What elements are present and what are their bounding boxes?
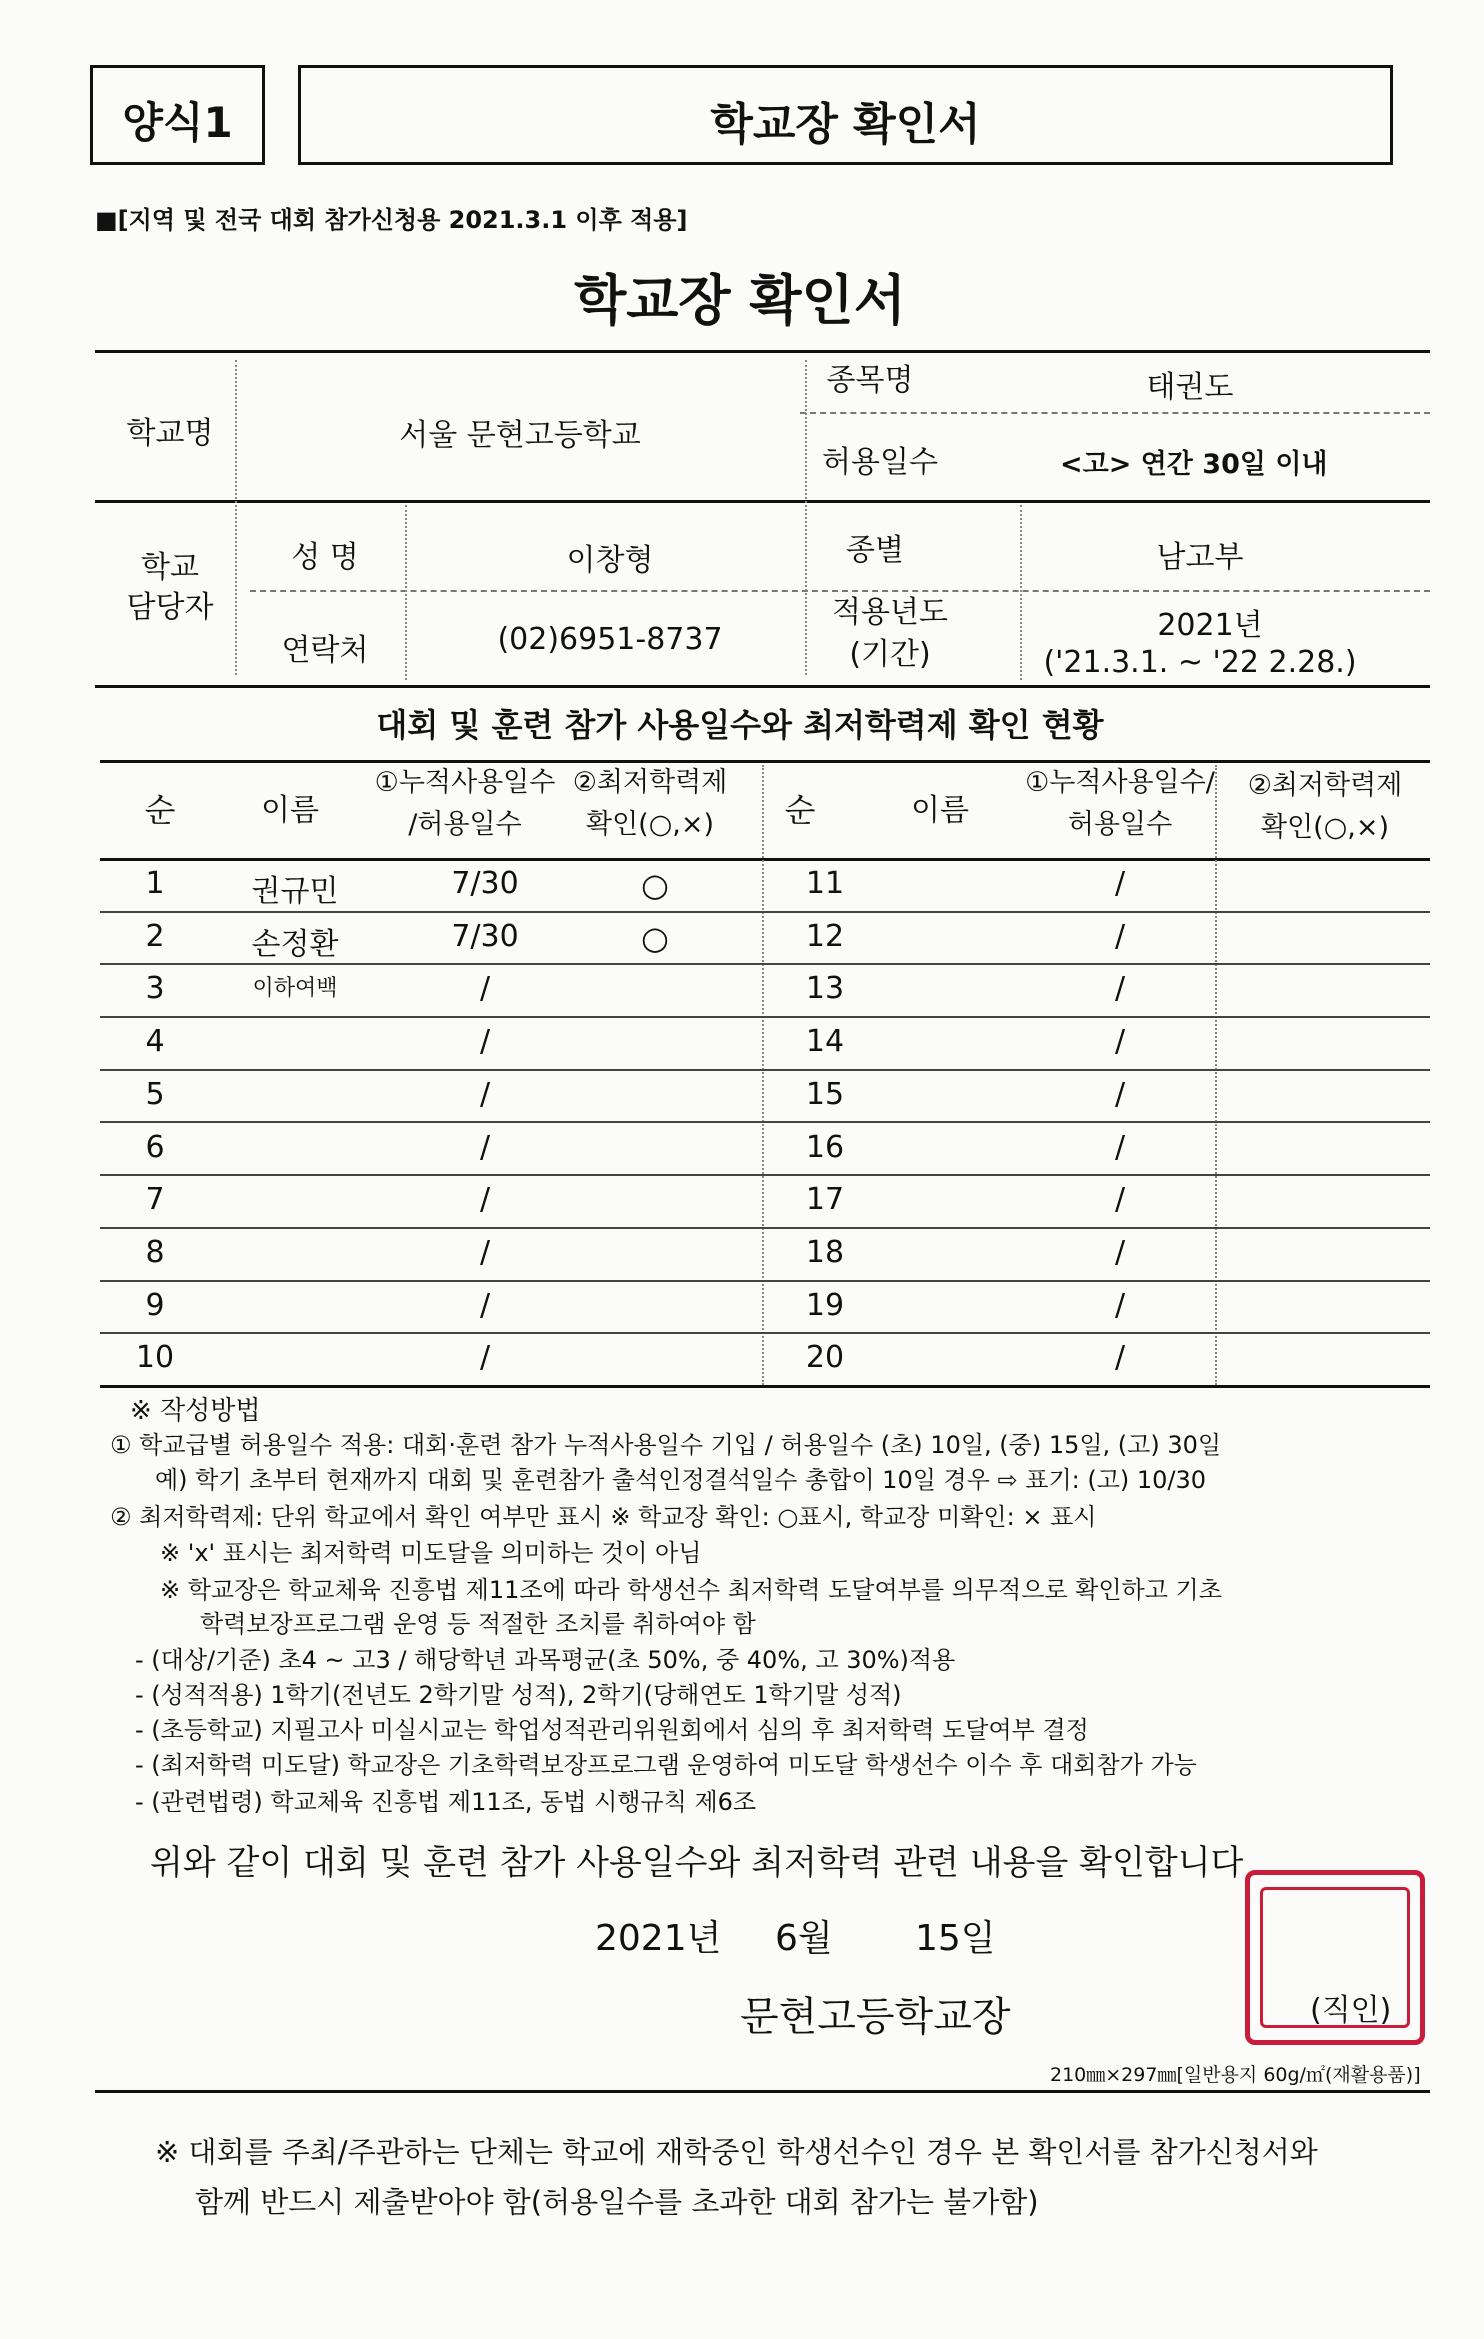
form-label-box: [90, 65, 265, 165]
row-no-right: 11: [805, 866, 845, 901]
row-no: 6: [145, 1129, 165, 1165]
note-line: 학력보장프로그램 운영 등 적절한 조치를 취하여야 함: [200, 1610, 756, 1638]
row-days: 7/30: [451, 866, 519, 901]
col-min-right: ②최저학력제 확인(○,×): [1247, 770, 1403, 843]
form-title-box: [298, 65, 1393, 165]
year-label: 적용년도 (기간): [832, 595, 948, 672]
row-days: /: [479, 971, 491, 1007]
period-value: ('21.3.1. ~ '22 2.28.): [1043, 645, 1357, 680]
row-days: /: [479, 1182, 491, 1218]
table-row: [100, 963, 1430, 1016]
division-label: 종별: [846, 533, 904, 568]
event-label: 종목명: [826, 363, 914, 398]
row-days-right: /: [1114, 866, 1126, 901]
note-line: ② 최저학력제: 단위 학교에서 확인 여부만 표시 ※ 학교장 확인: ○표시, 학교장 미확인: × 표시: [110, 1503, 1097, 1531]
seal-text: (직인): [1310, 1993, 1392, 2028]
row-no: 10: [135, 1340, 175, 1376]
notes-heading: ※ 작성방법: [130, 1396, 261, 1426]
row-no-right: 18: [805, 1234, 845, 1270]
row-no: 5: [145, 1076, 165, 1112]
row-no-right: 15: [805, 1076, 845, 1112]
date-day: 15일: [915, 1918, 996, 1959]
school-name-label: 학교명: [126, 416, 214, 451]
row-no: 3: [145, 971, 165, 1007]
col-no-right: 순: [784, 791, 816, 829]
table-row: [100, 1174, 1430, 1227]
note-line: 예) 학기 초부터 현재까지 대회 및 훈련참가 출석인정결석일수 총합이 10일 경우 ⇨ 표기: (고) 10/30: [155, 1466, 1207, 1494]
row-days: /: [479, 1129, 491, 1165]
note-line: - (대상/기준) 초4 ~ 고3 / 해당학년 과목평균(초 50%, 중 40%, 고 30%)적용: [135, 1646, 956, 1674]
row-no: 2: [145, 918, 165, 954]
form-label: 양식1: [122, 98, 233, 147]
note-line: - (초등학교) 지필고사 미실시교는 학업성적관리위원회에서 심의 후 최저학력 도달여부 결정: [135, 1716, 1089, 1744]
date-month: 6월: [775, 1918, 833, 1959]
row-days-right: /: [1114, 1076, 1126, 1112]
row-no: 1: [145, 866, 165, 901]
allowed-days-label: 허용일수: [822, 445, 938, 480]
row-days: /: [479, 1024, 491, 1060]
table-row: [100, 1122, 1430, 1175]
row-no: 7: [145, 1182, 165, 1218]
row-days-right: /: [1114, 971, 1126, 1007]
table-row: [100, 858, 1430, 911]
row-days-right: /: [1114, 1182, 1126, 1218]
row-name: 이하여백: [252, 976, 338, 1002]
table-row: [100, 1332, 1430, 1385]
table-row: [100, 1227, 1430, 1280]
manager-label: 학교 담당자: [126, 550, 214, 625]
name-value: 이창형: [566, 543, 654, 578]
note-line: ※ 'x' 표시는 최저학력 미도달을 의미하는 것이 아님: [160, 1539, 702, 1567]
official-seal: [1245, 1870, 1425, 2045]
name-label: 성 명: [291, 540, 359, 575]
row-days-right: /: [1114, 1024, 1126, 1060]
document-title: 학교장 확인서: [574, 269, 906, 332]
contact-value: (02)6951-8737: [497, 622, 723, 657]
row-days: /: [479, 1234, 491, 1270]
note-line: - (성적적용) 1학기(전년도 2학기말 성적), 2학기(당해연도 1학기말 성적): [135, 1681, 902, 1709]
row-no: 4: [145, 1024, 165, 1060]
event-value: 태권도: [1146, 370, 1234, 405]
row-no-right: 20: [805, 1340, 845, 1376]
row-days-right: /: [1114, 1340, 1126, 1376]
row-no-right: 12: [805, 918, 845, 954]
note-line: ※ 학교장은 학교체육 진흥법 제11조에 따라 학생선수 최저학력 도달여부를 의무적으로 확인하고 기초: [160, 1576, 1222, 1604]
note-line: ① 학교급별 허용일수 적용: 대회·훈련 참가 누적사용일수 기입 / 허용일수 (초) 10일, (중) 15일, (고) 30일: [110, 1431, 1222, 1459]
row-min-check: ○: [641, 918, 669, 957]
row-no-right: 17: [805, 1182, 845, 1218]
row-days: /: [479, 1076, 491, 1112]
division-value: 남고부: [1156, 540, 1244, 575]
note-line: - (최저학력 미도달) 학교장은 기초학력보장프로그램 운영하여 미도달 학생선수 이수 후 대회참가 가능: [135, 1751, 1197, 1779]
row-no-right: 16: [805, 1129, 845, 1165]
date-year: 2021년: [595, 1918, 722, 1959]
row-days: /: [479, 1340, 491, 1376]
col-days-right: ①누적사용일수/ 허용일수: [1025, 767, 1215, 840]
row-days-right: /: [1114, 1234, 1126, 1270]
allowed-days-value: <고> 연간 30일 이내: [1060, 449, 1328, 480]
row-days-right: /: [1114, 1287, 1126, 1323]
row-days-right: /: [1114, 918, 1126, 954]
row-name: 손정환: [251, 926, 339, 962]
row-no: 8: [145, 1234, 165, 1270]
col-no-left: 순: [144, 791, 176, 829]
row-name: 권규민: [251, 874, 339, 909]
note-line: - (관련법령) 학교체육 진흥법 제11조, 동법 시행규칙 제6조: [135, 1788, 757, 1816]
table-row: [100, 1016, 1430, 1069]
form-title: 학교장 확인서: [710, 99, 981, 150]
notice-top: ■[지역 및 전국 대회 참가신청용 2021.3.1 이후 적용]: [95, 206, 688, 234]
row-days: /: [479, 1287, 491, 1323]
school-name-value: 서울 문현고등학교: [399, 418, 641, 453]
year-value: 2021년: [1157, 608, 1263, 643]
table-row: [100, 911, 1430, 964]
status-title: 대회 및 훈련 참가 사용일수와 최저학력제 확인 현황: [376, 706, 1104, 744]
row-no-right: 13: [805, 971, 845, 1007]
table-row: [100, 1280, 1430, 1333]
col-days-left: ①누적사용일수 /허용일수: [374, 767, 556, 840]
confirm-text: 위와 같이 대회 및 훈련 참가 사용일수와 최저학력 관련 내용을 확인합니다: [150, 1843, 1244, 1883]
footer-line-2: 함께 반드시 제출받아야 함(허용일수를 초과한 대회 참가는 불가함): [195, 2185, 1039, 2219]
col-name-right: 이름: [911, 793, 969, 828]
row-min-check: ○: [641, 866, 669, 904]
signer: 문현고등학교장: [740, 1994, 1011, 2040]
col-name-left: 이름: [261, 793, 319, 828]
col-min-left: ②최저학력제 확인(○,×): [572, 767, 728, 840]
row-no: 9: [145, 1287, 165, 1323]
footer-line-1: ※ 대회를 주최/주관하는 단체는 학교에 재학중인 학생선수인 경우 본 확인서를 참가신청서와: [155, 2135, 1318, 2169]
contact-label: 연락처: [281, 633, 369, 668]
row-days-right: /: [1114, 1129, 1126, 1165]
paper-spec: 210㎜×297㎜[일반용지 60g/㎡(재활용품)]: [1050, 2064, 1421, 2086]
row-days: 7/30: [451, 918, 519, 954]
row-no-right: 14: [805, 1024, 845, 1060]
row-no-right: 19: [805, 1287, 845, 1323]
table-row: [100, 1069, 1430, 1122]
